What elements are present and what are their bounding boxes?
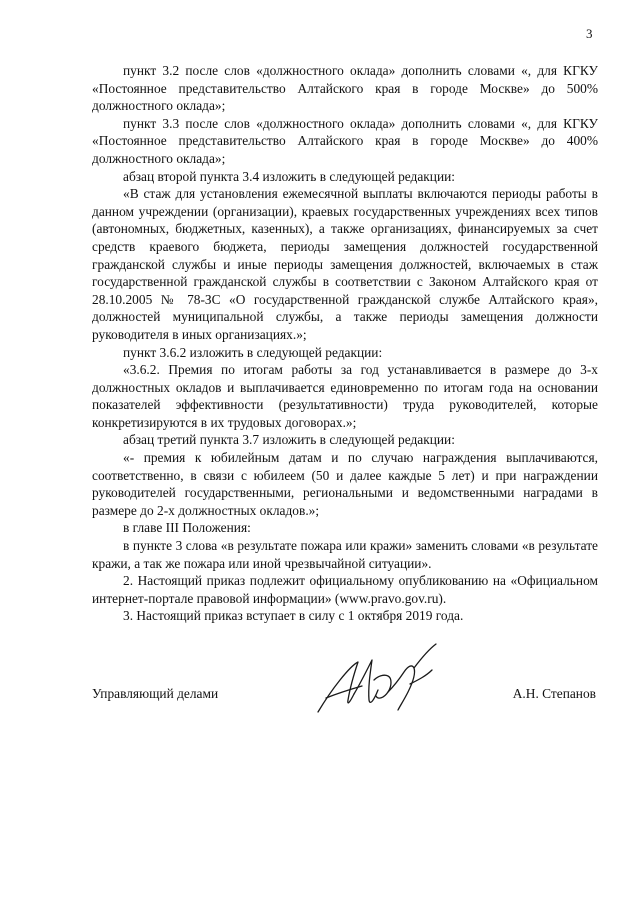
document-body — [92, 62, 598, 625]
paragraph-6: «3.6.2. Премия по итогам работы за год устанавливается в размере до 3-х должностных окладов и выплачивается единовременно по итогам года на основании показателей эффективности (результативности) труда руководителей, которые конкретизируются в их трудовых договорах.»; — [92, 362, 598, 430]
paragraph-9: в главе III Положения: — [123, 520, 251, 536]
paragraph-5: пункт 3.6.2 изложить в следующей редакции: — [123, 344, 383, 360]
signature-block — [92, 640, 598, 730]
paragraph-11: 2. Настоящий приказ подлежит официальному опубликованию на «Официальном интернет-портале правовой информации» (www.pravo.gov.ru). — [92, 573, 598, 606]
signatory-title: Управляющий делами — [92, 686, 219, 701]
paragraph-10: в пункте 3 слова «в результате пожара или кражи» заменить словами «в результате кражи, а так же пожара или иной чрезвычайной ситуации». — [92, 538, 598, 571]
paragraph-4: «В стаж для установления ежемесячной выплаты включаются периоды работы в данном учреждении (организации), краевых государственных учреждениях всех типов (автономных, бюджетных, казенных), а также организациях, финансируемых за счет средств краевого бюджета, периоды замещения должностей государственной гражданской службы и иные периоды замещения должностей, включаемых в стаж государственной гражданской службы в соответствии с Законом Алтайского края от 28.10.2005 № 78-ЗС «О государственной гражданской службе Алтайского края», должностей муниципальной службы, а также периоды замещения должности руководителя в иных организациях.»; — [92, 186, 598, 342]
paragraph-8: «- премия к юбилейным датам и по случаю награждения выплачиваются, соответственно, в связи с юбилеем (50 и далее каждые 5 лет) и при награждении руководителей государственными, региональными и ведомственными наградами в размере до 2-х должностных окладов.»; — [92, 450, 598, 518]
paragraph-7: абзац третий пункта 3.7 изложить в следующей редакции: — [123, 432, 455, 448]
handwritten-signature — [314, 640, 444, 720]
paragraph-12: 3. Настоящий приказ вступает в силу с 1 октября 2019 года. — [123, 608, 464, 624]
page-number: 3 — [586, 26, 593, 41]
paragraph-3: абзац второй пункта 3.4 изложить в следующей редакции: — [123, 168, 456, 184]
signatory-name: А.Н. Степанов — [512, 686, 596, 701]
paragraph-2: пункт 3.3 после слов «должностного оклада» дополнить словами «, для КГКУ «Постоянное представительство Алтайского края в городе Москве» до 400% должностного оклада»; — [92, 115, 598, 166]
paragraph-1: пункт 3.2 после слов «должностного оклада» дополнить словами «, для КГКУ «Постоянное представительство Алтайского края в городе Москве» до 500% должностного оклада»; — [92, 63, 598, 114]
